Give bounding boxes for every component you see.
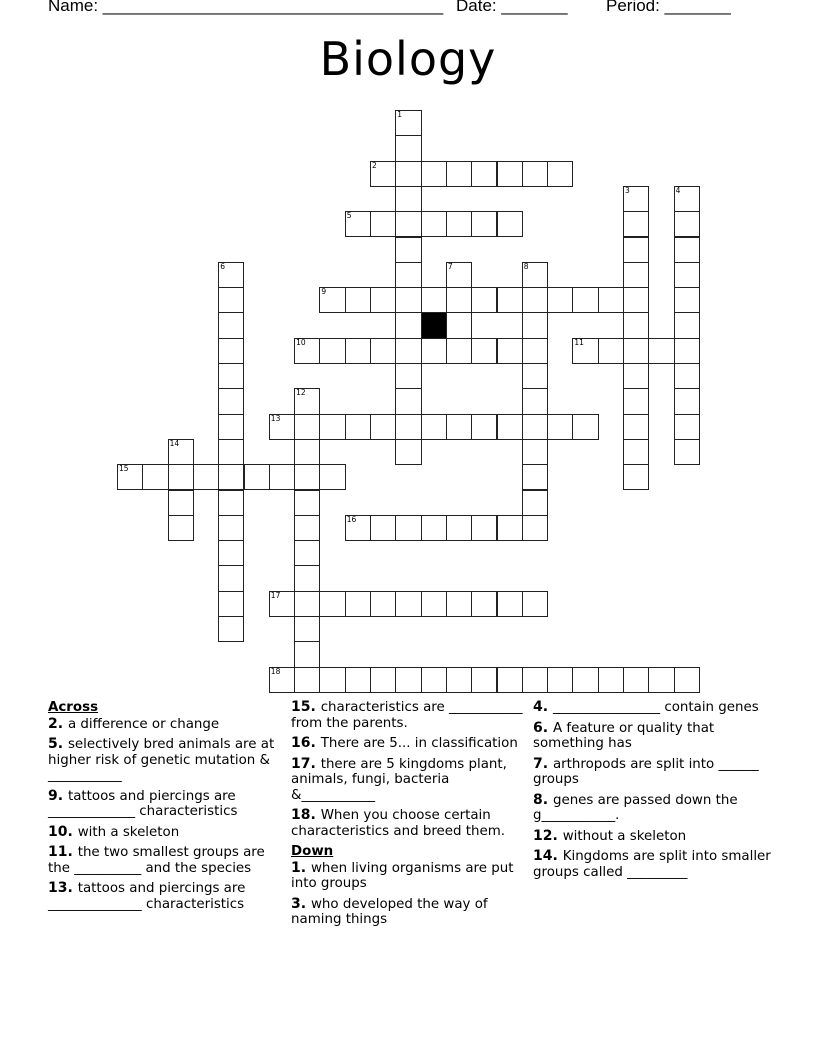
grid-cell[interactable] (421, 515, 447, 541)
grid-cell[interactable] (497, 211, 523, 237)
grid-cell[interactable] (522, 161, 548, 187)
grid-cell[interactable] (395, 211, 421, 237)
grid-cell[interactable] (218, 312, 244, 338)
grid-cell[interactable] (218, 591, 244, 617)
grid-cell[interactable] (623, 237, 649, 263)
period-field[interactable]: Period: _______ (606, 0, 731, 15)
clue-column-3 (533, 700, 773, 885)
clue-down-3: 3. who developed the way of naming things (291, 895, 488, 927)
grid-cell[interactable] (674, 237, 700, 263)
grid-cell[interactable] (674, 414, 700, 440)
clue-across-11: 11. the two smallest groups are the __________ and the species (48, 844, 265, 876)
grid-cell[interactable] (269, 414, 295, 440)
grid-cell[interactable] (395, 338, 421, 364)
clue-down-4: 4. ________________ contain genes (533, 699, 759, 715)
grid-cell[interactable] (572, 287, 598, 313)
grid-cell[interactable] (446, 515, 472, 541)
grid-cell[interactable] (421, 667, 447, 693)
clue-down-8: 8. genes are passed down the g___________. (533, 791, 738, 823)
grid-cell[interactable] (294, 616, 320, 642)
grid-cell[interactable] (547, 414, 573, 440)
clue-number: 10 (296, 337, 306, 347)
grid-cell[interactable] (319, 287, 345, 313)
grid-cell[interactable] (446, 667, 472, 693)
clue-number: 15 (119, 464, 129, 474)
grid-cell[interactable] (623, 186, 649, 212)
grid-cell[interactable] (623, 338, 649, 364)
grid-cell[interactable] (395, 110, 421, 136)
grid-cell[interactable] (218, 363, 244, 389)
clue-number: 2 (372, 160, 377, 170)
clue-number: 4 (675, 185, 681, 195)
grid-cell[interactable] (370, 515, 396, 541)
grid-cell[interactable] (674, 262, 700, 288)
grid-cell[interactable] (547, 287, 573, 313)
grid-cell[interactable] (674, 211, 700, 237)
grid-cell[interactable] (294, 667, 320, 693)
grid-cell[interactable] (497, 161, 523, 187)
grid-cell[interactable] (522, 439, 548, 465)
grid-cell[interactable] (572, 414, 598, 440)
grid-cell[interactable] (522, 287, 548, 313)
grid-cell[interactable] (623, 312, 649, 338)
grid-cell[interactable] (395, 262, 421, 288)
grid-cell[interactable] (218, 464, 244, 490)
grid-cell[interactable] (395, 186, 421, 212)
grid-cell[interactable] (370, 414, 396, 440)
grid-cell[interactable] (168, 490, 194, 516)
grid-cell[interactable] (395, 515, 421, 541)
clue-down-12: 12. without a skeleton (533, 827, 687, 844)
grid-cell[interactable] (598, 287, 624, 313)
grid-cell[interactable] (218, 414, 244, 440)
date-field[interactable]: Date: _______ (456, 0, 568, 15)
grid-cell[interactable] (395, 135, 421, 161)
grid-cell[interactable] (218, 616, 244, 642)
grid-cell[interactable] (395, 414, 421, 440)
clue-number: 8 (523, 261, 529, 271)
grid-cell[interactable] (218, 262, 244, 288)
grid-cell[interactable] (446, 287, 472, 313)
grid-cell[interactable] (370, 591, 396, 617)
grid-cell[interactable] (522, 363, 548, 389)
clue-number: 13 (270, 413, 281, 423)
name-field[interactable]: Name: ____________________________________ (48, 0, 444, 15)
grid-cell[interactable] (421, 338, 447, 364)
grid-cell[interactable] (598, 667, 624, 693)
down-heading: Down (291, 844, 334, 859)
grid-cell[interactable] (446, 161, 472, 187)
clue-number: 9 (321, 287, 327, 297)
clue-number: 17 (270, 590, 281, 600)
grid-cell[interactable] (522, 338, 548, 364)
grid-cell[interactable] (522, 464, 548, 490)
grid-cell[interactable] (319, 464, 345, 490)
clue-number: 18 (270, 666, 281, 676)
grid-cell[interactable] (193, 464, 219, 490)
grid-cell[interactable] (294, 490, 320, 516)
grid-cell[interactable] (674, 186, 700, 212)
grid-cell[interactable] (623, 464, 649, 490)
grid-cell[interactable] (294, 540, 320, 566)
grid-cell[interactable] (370, 161, 396, 187)
grid-cell[interactable] (471, 211, 497, 237)
grid-cell[interactable] (168, 464, 194, 490)
grid-cell[interactable] (294, 515, 320, 541)
grid-cell[interactable] (471, 287, 497, 313)
grid-cell[interactable] (674, 312, 700, 338)
grid-cell[interactable] (522, 414, 548, 440)
grid-cell[interactable] (471, 161, 497, 187)
clue-down-1: 1. when living organisms are put into groups (291, 859, 514, 891)
grid-cell[interactable] (345, 667, 371, 693)
grid-cell[interactable] (294, 439, 320, 465)
grid-cell[interactable] (446, 312, 472, 338)
grid-cell[interactable] (522, 388, 548, 414)
grid-cell[interactable] (623, 414, 649, 440)
clue-across-16: 16. There are 5... in classification (291, 735, 518, 751)
clue-across-9: 9. tattoos and piercings are _____________ characteristics (48, 787, 238, 819)
clue-across-5: 5. selectively bred animals are at higher risk of genetic mutation & ___________ (48, 736, 275, 783)
grid-cell[interactable] (345, 287, 371, 313)
grid-cell[interactable] (294, 338, 320, 364)
clue-number: 14 (169, 438, 180, 448)
clue-number: 6 (220, 261, 225, 271)
grid-cell[interactable] (370, 667, 396, 693)
clue-down-14: 14. Kingdoms are split into smaller groups called _________ (533, 848, 771, 880)
grid-cell[interactable] (294, 641, 320, 667)
clue-number: 16 (346, 514, 357, 524)
grid-cell[interactable] (395, 388, 421, 414)
grid-cell[interactable] (623, 287, 649, 313)
grid-cell[interactable] (421, 591, 447, 617)
grid-cell[interactable] (345, 338, 371, 364)
grid-cell[interactable] (269, 464, 295, 490)
grid-cell[interactable] (471, 414, 497, 440)
grid-cell[interactable] (446, 211, 472, 237)
grid-cell[interactable] (345, 591, 371, 617)
grid-cell[interactable] (674, 439, 700, 465)
clue-number: 11 (574, 337, 584, 347)
blocked-cell (421, 312, 447, 338)
grid-cell[interactable] (547, 161, 573, 187)
grid-cell[interactable] (648, 667, 674, 693)
clue-across-17: 17. there are 5 kingdoms plant, animals, fungi, bacteria &___________ (291, 755, 507, 803)
across-heading: Across (48, 700, 99, 715)
clue-column-2 (291, 700, 529, 933)
clue-number: 1 (397, 110, 403, 119)
grid-cell[interactable] (421, 287, 447, 313)
grid-cell[interactable] (497, 591, 523, 617)
grid-cell[interactable] (269, 667, 295, 693)
grid-cell[interactable] (370, 211, 396, 237)
grid-cell[interactable] (572, 667, 598, 693)
grid-cell[interactable] (471, 591, 497, 617)
grid-cell[interactable] (218, 338, 244, 364)
grid-cell[interactable] (421, 211, 447, 237)
grid-cell[interactable] (395, 312, 421, 338)
grid-cell[interactable] (345, 211, 371, 237)
grid-cell[interactable] (446, 591, 472, 617)
clue-across-18: 18. When you choose certain characteristics and breed them. (291, 807, 506, 839)
grid-cell[interactable] (218, 540, 244, 566)
grid-cell[interactable] (623, 262, 649, 288)
grid-cell[interactable] (319, 591, 345, 617)
grid-cell[interactable] (218, 287, 244, 313)
grid-cell[interactable] (497, 338, 523, 364)
grid-cell[interactable] (674, 363, 700, 389)
grid-cell[interactable] (674, 388, 700, 414)
grid-cell[interactable] (446, 414, 472, 440)
grid-cell[interactable] (623, 667, 649, 693)
clue-across-15: 15. characteristics are ___________ from the parents. (291, 699, 523, 731)
grid-cell[interactable] (522, 667, 548, 693)
grid-cell[interactable] (168, 515, 194, 541)
grid-cell[interactable] (471, 667, 497, 693)
grid-cell[interactable] (522, 262, 548, 288)
clue-number: 5 (346, 211, 352, 221)
grid-cell[interactable] (244, 464, 270, 490)
grid-cell[interactable] (623, 388, 649, 414)
grid-cell[interactable] (370, 338, 396, 364)
grid-cell[interactable] (648, 338, 674, 364)
grid-cell[interactable] (168, 439, 194, 465)
grid-cell[interactable] (294, 464, 320, 490)
grid-cell[interactable] (446, 338, 472, 364)
grid-cell[interactable] (117, 464, 143, 490)
grid-cell[interactable] (497, 414, 523, 440)
grid-cell[interactable] (218, 439, 244, 465)
clue-across-10: 10. with a skeleton (48, 823, 180, 840)
grid-cell[interactable] (446, 262, 472, 288)
grid-cell[interactable] (370, 287, 396, 313)
grid-cell[interactable] (623, 363, 649, 389)
grid-cell[interactable] (522, 515, 548, 541)
grid-cell[interactable] (522, 312, 548, 338)
grid-cell[interactable] (345, 414, 371, 440)
grid-cell[interactable] (218, 490, 244, 516)
grid-cell[interactable] (421, 414, 447, 440)
grid-cell[interactable] (218, 515, 244, 541)
grid-cell[interactable] (395, 591, 421, 617)
clue-number: 7 (447, 261, 453, 271)
grid-cell[interactable] (471, 338, 497, 364)
clue-number: 12 (296, 388, 306, 398)
grid-cell[interactable] (294, 388, 320, 414)
grid-cell[interactable] (319, 338, 345, 364)
grid-cell[interactable] (294, 414, 320, 440)
grid-cell[interactable] (395, 363, 421, 389)
grid-cell[interactable] (395, 287, 421, 313)
grid-cell[interactable] (421, 161, 447, 187)
clue-down-7: 7. arthropods are split into ______ groups (533, 755, 759, 787)
grid-cell[interactable] (319, 667, 345, 693)
page-title: Biology (319, 32, 497, 86)
clue-number: 3 (625, 185, 630, 195)
grid-cell[interactable] (269, 591, 295, 617)
grid-cell[interactable] (319, 414, 345, 440)
grid-cell[interactable] (294, 591, 320, 617)
grid-cell[interactable] (497, 667, 523, 693)
grid-cell[interactable] (395, 667, 421, 693)
grid-cell[interactable] (471, 515, 497, 541)
clue-column-1 (48, 700, 283, 917)
grid-cell[interactable] (218, 565, 244, 591)
grid-cell[interactable] (674, 338, 700, 364)
grid-cell[interactable] (218, 388, 244, 414)
grid-cell[interactable] (623, 211, 649, 237)
clue-across-13: 13. tattoos and piercings are ______________ characteristics (48, 880, 246, 912)
grid-cell[interactable] (522, 490, 548, 516)
clue-down-6: 6. A feature or quality that something has (533, 719, 715, 751)
grid-cell[interactable] (547, 667, 573, 693)
clue-across-2: 2. a difference or change (48, 715, 220, 732)
grid-cell[interactable] (395, 439, 421, 465)
grid-cell[interactable] (395, 161, 421, 187)
grid-cell[interactable] (395, 237, 421, 263)
grid-cell[interactable] (674, 667, 700, 693)
grid-cell[interactable] (572, 338, 598, 364)
grid-cell[interactable] (294, 565, 320, 591)
grid-cell[interactable] (345, 515, 371, 541)
grid-cell[interactable] (623, 439, 649, 465)
grid-cell[interactable] (522, 591, 548, 617)
grid-cell[interactable] (598, 338, 624, 364)
grid-cell[interactable] (497, 515, 523, 541)
grid-cell[interactable] (674, 287, 700, 313)
grid-cell[interactable] (497, 287, 523, 313)
grid-cell[interactable] (142, 464, 168, 490)
